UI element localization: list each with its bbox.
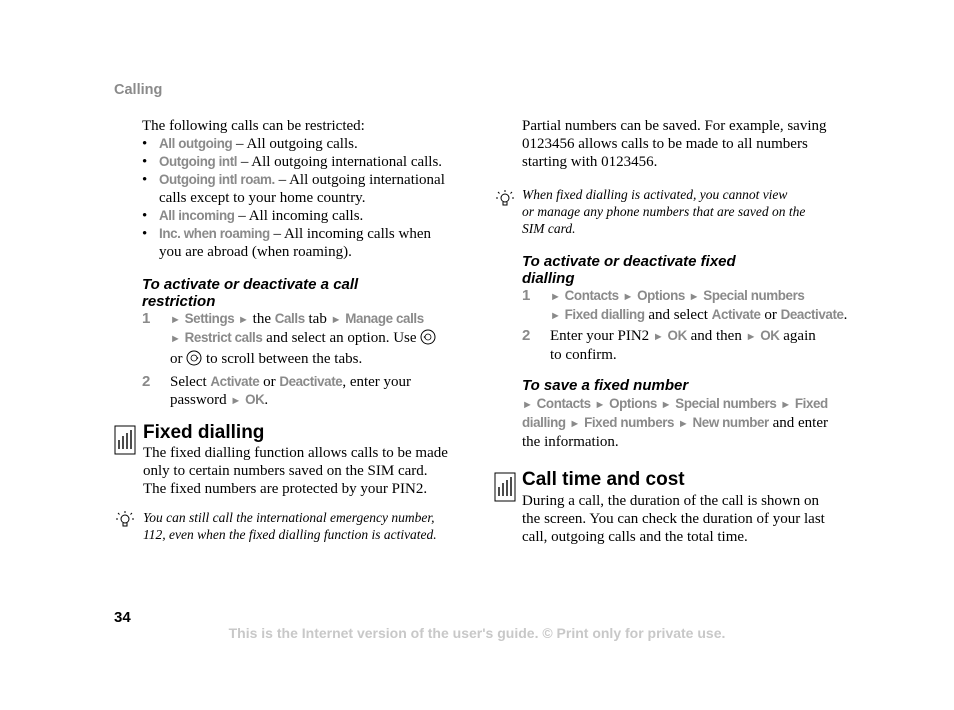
phone-section-icon <box>494 472 516 507</box>
menu-special-numbers: Special numbers <box>703 288 805 303</box>
lightbulb-icon <box>115 510 135 535</box>
arrow-icon: ► <box>780 399 792 411</box>
arrow-icon: ► <box>652 331 664 343</box>
heading-line: To activate or deactivate a call <box>142 276 359 293</box>
fixed-dialling-steps <box>522 287 862 364</box>
heading-line: dialling <box>522 270 575 287</box>
body-line: The fixed numbers are protected by your PIN2. <box>143 481 428 497</box>
menu-inc-when-roaming: Inc. when roaming <box>159 226 270 241</box>
menu-contacts: Contacts <box>564 288 619 303</box>
navigation-key-icon <box>186 350 202 371</box>
tip-line: or manage any phone numbers that are saved on the <box>522 204 806 219</box>
step-number: 2 <box>142 373 151 390</box>
bullet-text: – All outgoing international <box>274 172 445 188</box>
arrow-icon: ► <box>688 291 700 303</box>
text: or <box>170 351 187 367</box>
bullet-icon: • <box>142 226 148 242</box>
text: to confirm. <box>550 347 617 363</box>
save-path-line <box>522 414 862 433</box>
tip-line: 112, even when the fixed dialling function is activated. <box>143 527 437 542</box>
menu-deactivate: Deactivate <box>780 307 844 322</box>
menu-fixed-dialling: Fixed dialling <box>564 307 645 322</box>
arrow-icon: ► <box>170 314 181 326</box>
body-line: 0123456 allows calls to be made to all numbers <box>522 136 808 152</box>
menu-restrict-calls: Restrict calls <box>184 330 263 345</box>
menu-ok: OK <box>667 328 687 343</box>
arrow-icon: ► <box>569 418 581 430</box>
text: again <box>779 328 816 344</box>
fixed-dialling-body <box>143 444 483 498</box>
body-line: starting with 0123456. <box>522 154 658 170</box>
bullet-icon: • <box>142 208 148 224</box>
menu-manage-calls: Manage calls <box>345 311 424 326</box>
left-column <box>142 117 482 261</box>
arrow-icon: ► <box>594 399 606 411</box>
bullet-text: – All outgoing calls. <box>232 136 358 152</box>
text: Select <box>170 374 211 390</box>
menu-settings: Settings <box>184 311 235 326</box>
step-2 <box>522 327 862 364</box>
menu-calls: Calls <box>274 311 305 326</box>
step-1 <box>522 287 862 325</box>
menu-ok: OK <box>760 328 780 343</box>
partial-numbers-text <box>522 117 862 171</box>
body-line: Partial numbers can be saved. For example, saving <box>522 118 827 134</box>
arrow-icon: ► <box>230 395 242 407</box>
arrow-icon: ► <box>660 399 672 411</box>
list-item <box>142 153 482 171</box>
body-line: The fixed dialling function allows calls to be made <box>143 445 448 461</box>
text: . <box>264 392 269 408</box>
fixed-dialling-heading <box>522 253 862 287</box>
text: and then <box>686 328 746 344</box>
text: Enter your PIN2 <box>550 328 653 344</box>
step-number: 2 <box>522 327 531 344</box>
text: and enter <box>768 415 828 431</box>
section-header: Calling <box>114 82 163 98</box>
menu-fixed: Fixed <box>794 396 828 411</box>
text: . <box>843 307 848 323</box>
menu-fixed-numbers: Fixed numbers <box>584 415 675 430</box>
list-item <box>142 135 482 153</box>
text: the <box>248 311 275 327</box>
body-line: only to certain numbers saved on the SIM card. <box>143 463 428 479</box>
arrow-icon: ► <box>622 291 634 303</box>
text: and select <box>644 307 712 323</box>
arrow-icon: ► <box>330 314 342 326</box>
bullet-text-continued: you are abroad (when roaming). <box>159 244 352 260</box>
arrow-icon: ► <box>677 418 689 430</box>
fixed-dialling-tip <box>522 186 862 237</box>
footer-notice: This is the Internet version of the user's guide. © Print only for private use. <box>228 625 726 641</box>
text: or <box>760 307 781 323</box>
heading-line: restriction <box>142 293 216 310</box>
heading-line: To activate or deactivate fixed <box>522 253 736 270</box>
step-number: 1 <box>522 287 531 304</box>
emergency-tip <box>143 509 483 543</box>
bullet-text-continued: calls except to your home country. <box>159 190 366 206</box>
menu-deactivate: Deactivate <box>279 374 343 389</box>
text: tab <box>304 311 331 327</box>
body-line: call, outgoing calls and the total time. <box>522 529 748 545</box>
list-item <box>142 171 482 207</box>
arrow-icon: ► <box>522 399 533 411</box>
bullet-text: – All outgoing international calls. <box>237 154 443 170</box>
text: and select an option. Use <box>262 330 421 346</box>
bullet-text: – All incoming calls when <box>269 226 431 242</box>
save-path-line <box>522 395 862 414</box>
text: the information. <box>522 434 619 450</box>
list-item <box>142 225 482 261</box>
arrow-icon: ► <box>550 310 561 322</box>
tip-line: SIM card. <box>522 221 576 236</box>
list-item <box>142 207 482 225</box>
navigation-key-icon <box>420 329 436 350</box>
arrow-icon: ► <box>745 331 757 343</box>
save-fixed-number-steps <box>522 395 862 451</box>
bullet-icon: • <box>142 136 148 152</box>
menu-all-incoming: All incoming <box>159 208 235 223</box>
menu-special-numbers: Special numbers <box>675 396 777 411</box>
call-time-cost-title: Call time and cost <box>522 469 685 490</box>
menu-outgoing-intl: Outgoing intl <box>159 154 238 169</box>
tip-line: You can still call the international emergency number, <box>143 510 435 525</box>
menu-activate: Activate <box>711 307 761 322</box>
lightbulb-icon <box>495 189 515 214</box>
step-1 <box>142 310 482 371</box>
text: password <box>170 392 231 408</box>
call-time-cost-body <box>522 492 862 546</box>
arrow-icon: ► <box>238 314 249 326</box>
menu-options: Options <box>637 288 685 303</box>
menu-dialling: dialling <box>522 415 566 430</box>
bullet-icon: • <box>142 172 148 188</box>
restriction-steps <box>142 310 482 410</box>
phone-section-icon <box>114 425 136 460</box>
bullet-icon: • <box>142 154 148 170</box>
menu-contacts: Contacts <box>536 396 591 411</box>
text: , enter your <box>342 374 412 390</box>
step-2 <box>142 373 482 410</box>
intro-text: The following calls can be restricted: <box>142 118 365 134</box>
menu-ok: OK <box>245 392 265 407</box>
body-line: the screen. You can check the duration of your last <box>522 511 825 527</box>
tip-line: When fixed dialling is activated, you cannot view <box>522 187 788 202</box>
text: to scroll between the tabs. <box>202 351 363 367</box>
save-fixed-number-heading: To save a fixed number <box>522 377 689 394</box>
text: or <box>259 374 280 390</box>
body-line: During a call, the duration of the call is shown on <box>522 493 820 509</box>
step-number: 1 <box>142 310 151 327</box>
restriction-heading <box>142 276 482 310</box>
menu-options: Options <box>609 396 657 411</box>
page-number: 34 <box>114 609 131 626</box>
arrow-icon: ► <box>170 333 181 345</box>
arrow-icon: ► <box>550 291 561 303</box>
fixed-dialling-title: Fixed dialling <box>143 422 265 443</box>
menu-new-number: New number <box>692 415 769 430</box>
menu-outgoing-intl-roam: Outgoing intl roam. <box>159 172 275 187</box>
menu-all-outgoing: All outgoing <box>159 136 233 151</box>
menu-activate: Activate <box>210 374 260 389</box>
bullet-text: – All incoming calls. <box>234 208 364 224</box>
